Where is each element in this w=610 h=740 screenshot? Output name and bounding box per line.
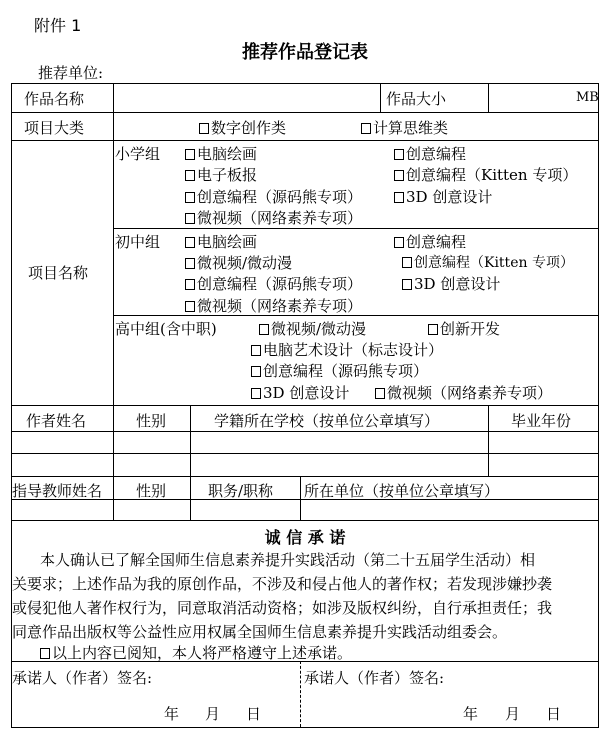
author-name-field[interactable]: [12, 454, 112, 475]
item-label: 电子板报: [197, 166, 258, 184]
checkbox-icon: [428, 324, 438, 335]
checkbox-icon: [394, 192, 404, 203]
senior-item[interactable]: [259, 318, 366, 339]
signature-right-label: 承诺人（作者）签名:: [304, 669, 445, 687]
item-label: 电脑艺术设计（标志设计）: [263, 341, 444, 359]
attachment-label: 附件 1: [34, 16, 82, 35]
teacher-header-title: 职务/职称: [208, 482, 274, 500]
teacher-header-gender: 性别: [136, 482, 167, 500]
date-right-month: 月: [505, 705, 521, 723]
author-header-name: 作者姓名: [26, 412, 87, 430]
item-label: 创意编程（源码熊专项）: [197, 275, 363, 293]
pledge-line: 或侵犯他人著作权行为，同意取消活动资格；如涉及版权纠纷，自行承担责任；我: [12, 599, 553, 617]
project-name-label: 项目名称: [28, 264, 89, 282]
item-label: 电脑绘画: [197, 145, 258, 163]
category-option-computational[interactable]: [361, 117, 448, 138]
item-label: 3D 创意设计: [414, 275, 501, 293]
checkbox-icon: [199, 123, 209, 134]
item-label: 微视频/微动漫: [271, 320, 367, 338]
senior-item[interactable]: [251, 360, 428, 381]
signature-left-label: 承诺人（作者）签名:: [12, 669, 153, 687]
author-name-field[interactable]: [12, 432, 112, 452]
item-label: 3D 创意设计: [263, 384, 350, 402]
date-right-year: 年: [463, 705, 479, 723]
checkbox-icon: [402, 257, 412, 268]
checkbox-icon: [394, 237, 404, 248]
primary-item[interactable]: [394, 186, 492, 207]
checkbox-icon: [251, 388, 261, 399]
checkbox-icon: [40, 648, 50, 659]
category-option-digital[interactable]: [199, 117, 286, 138]
teacher-header-unit: 所在单位（按单位公章填写）: [304, 482, 500, 500]
checkbox-icon: [251, 366, 261, 377]
checkbox-icon: [185, 213, 195, 224]
junior-group-label: 初中组: [115, 233, 161, 251]
checkbox-icon: [185, 279, 195, 290]
author-header-school: 学籍所在学校（按单位公章填写）: [214, 412, 440, 430]
checkbox-icon: [394, 170, 404, 181]
primary-item[interactable]: [394, 143, 466, 164]
primary-item[interactable]: [394, 164, 577, 185]
checkbox-icon: [259, 324, 269, 335]
senior-group-label: 高中组(含中职): [115, 320, 217, 338]
pledge-confirm[interactable]: [40, 642, 352, 663]
item-label: 3D 创意设计: [406, 188, 493, 206]
junior-item[interactable]: [185, 231, 257, 252]
checkbox-icon: [185, 170, 195, 181]
checkbox-icon: [185, 301, 195, 312]
date-left-day: 日: [246, 705, 262, 723]
item-label: 创意编程（源码熊专项）: [263, 362, 429, 380]
page-title: 推荐作品登记表: [242, 42, 368, 63]
unit-label: 推荐单位:: [38, 64, 104, 82]
senior-item[interactable]: [428, 318, 500, 339]
item-label: 创意编程（Kitten 专项）: [414, 255, 574, 271]
date-left-year: 年: [164, 705, 180, 723]
checkbox-icon: [185, 258, 195, 269]
date-right-day: 日: [546, 705, 562, 723]
junior-item[interactable]: [394, 231, 466, 252]
author-header-gender: 性别: [136, 412, 167, 430]
junior-item[interactable]: [402, 273, 500, 294]
category-option-label: 计算思维类: [373, 119, 449, 137]
pledge-line: 本人确认已了解全国师生信息素养提升实践活动（第二十五届学生活动）相: [40, 551, 536, 569]
item-label: 创意编程: [406, 233, 467, 251]
checkbox-icon: [402, 279, 412, 290]
author-header-grad-year: 毕业年份: [511, 412, 572, 430]
checkbox-icon: [185, 237, 195, 248]
teacher-header-name: 指导教师姓名: [12, 482, 103, 500]
category-label: 项目大类: [24, 119, 85, 137]
item-label: 创意编程（源码熊专项）: [197, 188, 363, 206]
item-label: 电脑绘画: [197, 233, 258, 251]
primary-group-label: 小学组: [115, 145, 161, 163]
item-label: 创意编程（Kitten 专项）: [406, 166, 578, 184]
senior-item[interactable]: [251, 339, 443, 360]
checkbox-icon: [185, 192, 195, 203]
checkbox-icon: [251, 345, 261, 356]
item-label: 创意编程: [406, 145, 467, 163]
primary-item[interactable]: [185, 164, 257, 185]
pledge-confirm-label: 以上内容已阅知，本人将严格遵守上述承诺。: [52, 644, 353, 662]
pledge-line: 关要求；上述作品为我的原创作品，不涉及和侵占他人的著作权；若发现涉嫌抄袭: [12, 575, 553, 593]
checkbox-icon: [394, 149, 404, 160]
junior-item[interactable]: [185, 295, 362, 316]
checkbox-icon: [361, 123, 371, 134]
senior-item[interactable]: [251, 382, 349, 403]
work-name-label: 作品名称: [24, 90, 85, 108]
checkbox-icon: [375, 388, 385, 399]
item-label: 微视频（网络素养专项）: [197, 209, 363, 227]
junior-item[interactable]: [402, 252, 574, 272]
senior-item[interactable]: [375, 382, 552, 403]
primary-item[interactable]: [185, 143, 257, 164]
category-option-label: 数字创作类: [211, 119, 287, 137]
junior-item[interactable]: [185, 273, 362, 294]
work-name-field[interactable]: [114, 84, 379, 111]
checkbox-icon: [185, 149, 195, 160]
pledge-line: 同意作品出版权等公益性应用权属全国师生信息素养提升实践活动组委会。: [12, 623, 508, 641]
work-size-label: 作品大小: [386, 90, 447, 108]
item-label: 微视频（网络素养专项）: [197, 297, 363, 315]
item-label: 创新开发: [440, 320, 501, 338]
item-label: 微视频（网络素养专项）: [387, 384, 553, 402]
junior-item[interactable]: [185, 252, 292, 273]
item-label: 微视频/微动漫: [197, 254, 293, 272]
size-unit: MB: [576, 90, 599, 105]
primary-item[interactable]: [185, 207, 362, 228]
pledge-title: 诚 信 承 诺: [264, 528, 346, 547]
primary-item[interactable]: [185, 186, 362, 207]
date-left-month: 月: [205, 705, 221, 723]
